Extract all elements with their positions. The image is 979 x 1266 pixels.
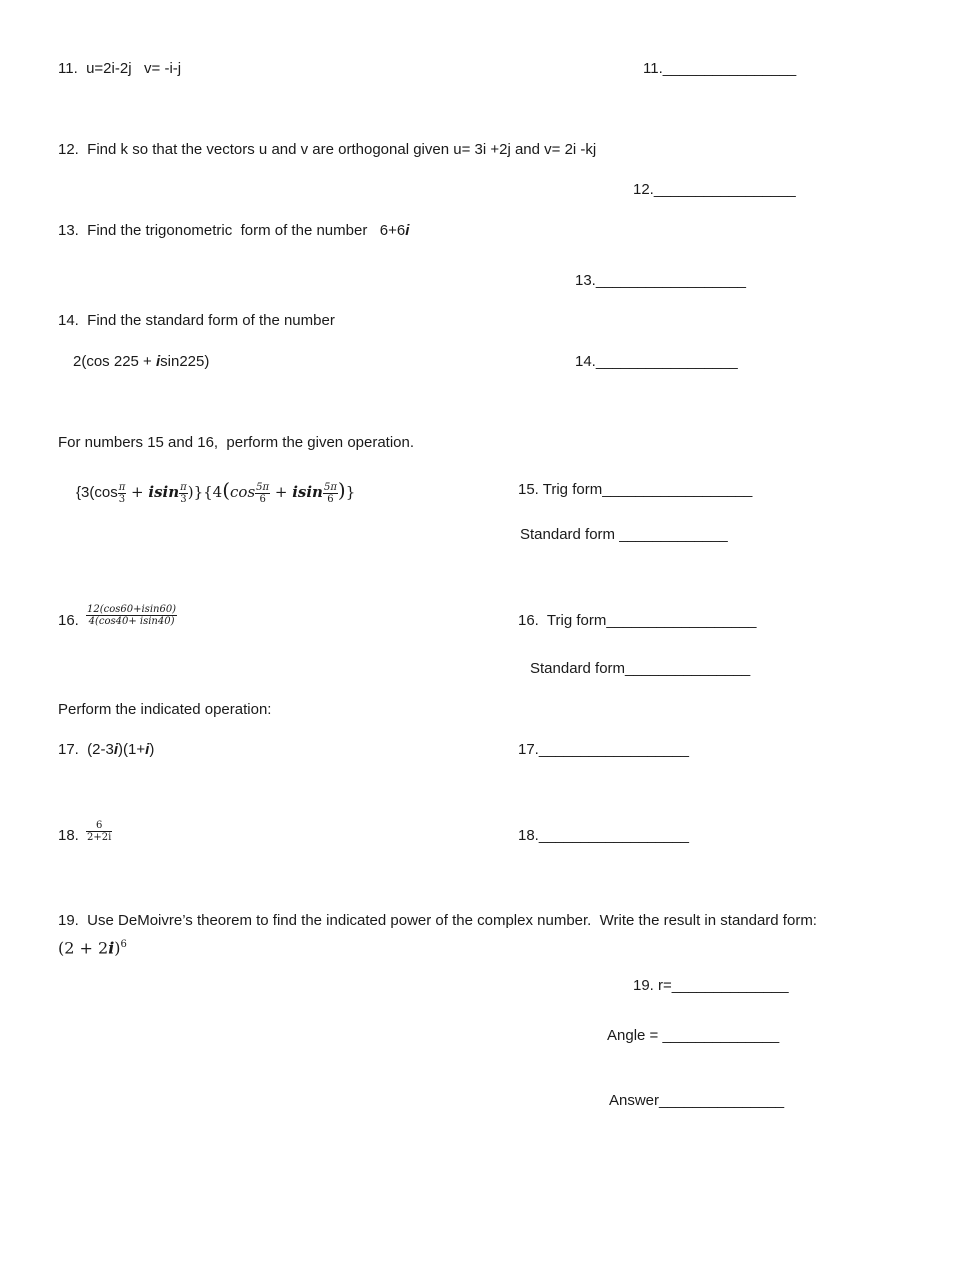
fraction-pi-over-3: $\frac{\pi}{3}$ <box>118 481 126 505</box>
imaginary-unit: i <box>145 741 150 758</box>
question-16-label: 16. <box>58 612 79 629</box>
instructions-15-16: For numbers 15 and 16, perform the given operation. <box>58 434 415 451</box>
answer-line-13[interactable]: 13.__________________ <box>575 272 747 289</box>
answer-line-16-standard[interactable]: Standard form_______________ <box>530 660 751 677</box>
answer-line-19-answer[interactable]: Answer_______________ <box>609 1092 785 1109</box>
isin-term: isin <box>292 483 323 501</box>
answer-line-14[interactable]: 14._________________ <box>575 353 738 370</box>
question-11-text: 11. u=2i-2j v= -i-j <box>58 60 182 77</box>
question-13-label: 13. Find the trigonometric form of the number 6+6 <box>58 222 406 239</box>
answer-line-18[interactable]: 18.__________________ <box>518 827 690 844</box>
question-15-expression: {3(cos $\frac{\pi}{3}$ + isin $\frac{\pi}{3}$ )}{4(cos $\frac{5\pi}{6}$ + isin $\frac{5\pi}{6}$ )} <box>76 478 356 505</box>
imaginary-unit: i <box>155 353 161 370</box>
answer-line-15-standard[interactable]: Standard form _____________ <box>520 526 728 543</box>
question-14-text: 14. Find the standard form of the number <box>58 312 335 329</box>
expr-part: 2(cos 225 + <box>73 353 156 370</box>
fraction-pi-over-3: $\frac{\pi}{3}$ <box>180 481 187 505</box>
question-17-text: 17. (2-3i)(1+i) <box>58 741 155 758</box>
answer-line-16-trig[interactable]: 16. Trig form__________________ <box>518 612 757 629</box>
isin-term: isin <box>148 483 180 501</box>
question-18-label: 18. <box>58 827 79 844</box>
answer-line-11[interactable]: 11.________________ <box>643 60 797 77</box>
answer-line-19-angle[interactable]: Angle = ______________ <box>607 1027 780 1044</box>
question-13-text <box>58 222 409 240</box>
open-paren: ( <box>222 478 231 502</box>
answer-line-15-trig[interactable]: 15. Trig form__________________ <box>518 481 753 498</box>
answer-line-17[interactable]: 17.__________________ <box>518 741 690 758</box>
imaginary-unit: i <box>108 938 115 958</box>
answer-line-19-r[interactable]: 19. r=______________ <box>633 977 789 994</box>
fraction-5pi-over-6: $\frac{5\pi}{6}$ <box>323 481 337 505</box>
question-16-fraction: $\frac{12(\cos 60+isin60)}{4(\cos 40+ isin40)}$ <box>87 604 177 627</box>
instructions-17: Perform the indicated operation: <box>58 701 272 718</box>
close-paren: ) <box>337 478 346 502</box>
cos-term: cos <box>230 483 256 501</box>
question-12-text: 12. Find k so that the vectors u and v are orthogonal given u= 3i +2j and v= 2i -kj <box>58 141 597 158</box>
expr-part: sin225) <box>160 353 210 370</box>
exponent: 6 <box>120 939 127 950</box>
answer-line-12[interactable]: 12._________________ <box>633 181 796 198</box>
imaginary-unit: i <box>405 222 410 239</box>
imaginary-unit: i <box>113 741 119 758</box>
question-19-text: 19. Use DeMoivre’s theorem to find the indicated power of the complex number. Write the result in standard form: <box>58 912 817 929</box>
question-14-expression <box>73 353 209 371</box>
fraction-5pi-over-6: $\frac{5\pi}{6}$ <box>256 481 270 505</box>
question-18-fraction: $\frac{6}{2+2i}$ <box>87 820 112 843</box>
expr-part: {3(cos <box>76 484 118 501</box>
question-19-expression: $(2 + 2i)^6$ <box>58 938 127 958</box>
